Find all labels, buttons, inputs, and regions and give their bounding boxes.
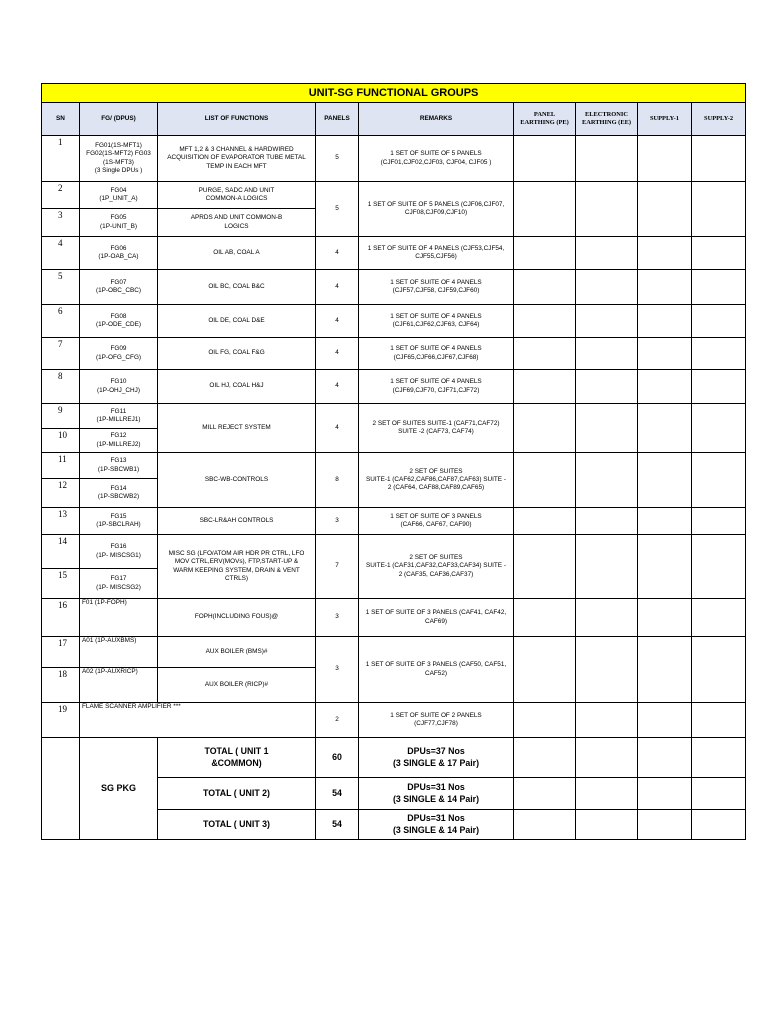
- supply-1-cell: [638, 778, 692, 810]
- functions-cell: MISC SG (LFO/ATOM AIR HDR PR CTRL, LFO MOV CTRL,ERV(MOVs), FTP,START-UP & WARM KEEPING SYSTEM, DRAIN & VENT CTRLS): [158, 535, 316, 599]
- sn-cell: 3: [42, 209, 80, 237]
- ee-cell: [576, 453, 638, 508]
- table-row: [42, 182, 746, 209]
- remarks-cell: 1 SET OF SUITE OF 4 PANELS (CJF65,CJF66,CJF67,CJF68): [359, 338, 514, 370]
- fg-cell: FG08 (1P-ODE_CDE): [80, 305, 158, 338]
- table-row: [42, 703, 746, 738]
- sn-cell: 1: [42, 136, 80, 182]
- supply-2-cell: [692, 182, 746, 237]
- supply-1-cell: [638, 810, 692, 840]
- header-panel-earthing: PANEL EARTHING (PE): [514, 103, 576, 136]
- sn-cell: 12: [42, 479, 80, 508]
- total-row: [42, 738, 746, 778]
- fg-cell: FG12 (1P-MILLREJ2): [80, 429, 158, 453]
- panels-cell: 4: [316, 270, 359, 305]
- header-remarks: REMARKS: [359, 103, 514, 136]
- ee-cell: [576, 810, 638, 840]
- functional-groups-table: [41, 83, 746, 840]
- sn-cell: 8: [42, 370, 80, 404]
- fg-cell: FG11 (1P-MILLREJ1): [80, 404, 158, 429]
- supply-1-cell: [638, 599, 692, 637]
- supply-1-cell: [638, 370, 692, 404]
- pe-cell: [514, 703, 576, 738]
- sn-cell: 13: [42, 508, 80, 535]
- sn-cell: 7: [42, 338, 80, 370]
- header-panels: PANELS: [316, 103, 359, 136]
- functions-cell: MFT 1,2 & 3 CHANNEL & HARDWIRED ACQUISITION OF EVAPORATOR TUBE METAL TEMP IN EACH MFT: [158, 136, 316, 182]
- supply-2-cell: [692, 370, 746, 404]
- total-panels: 54: [316, 810, 359, 840]
- supply-1-cell: [638, 136, 692, 182]
- sn-cell: 19: [42, 703, 80, 738]
- pe-cell: [514, 778, 576, 810]
- header-supply-1: SUPPLY-1: [638, 103, 692, 136]
- pe-cell: [514, 535, 576, 599]
- ee-cell: [576, 270, 638, 305]
- remarks-cell: 1 SET OF SUITE OF 5 PANELS (CJF06,CJF07, CJF08,CJF09,CJF10): [359, 182, 514, 237]
- supply-1-cell: [638, 182, 692, 237]
- supply-2-cell: [692, 535, 746, 599]
- panels-cell: 2: [316, 703, 359, 738]
- supply-1-cell: [638, 508, 692, 535]
- fg-cell: FG09 (1P-OFG_CFG): [80, 338, 158, 370]
- pe-cell: [514, 453, 576, 508]
- table-row: [42, 599, 746, 637]
- pe-cell: [514, 305, 576, 338]
- pe-cell: [514, 738, 576, 778]
- supply-1-cell: [638, 270, 692, 305]
- supply-1-cell: [638, 738, 692, 778]
- table-row: [42, 535, 746, 569]
- total-label: TOTAL ( UNIT 3): [158, 810, 316, 840]
- panels-cell: 4: [316, 338, 359, 370]
- supply-2-cell: [692, 136, 746, 182]
- supply-1-cell: [638, 237, 692, 270]
- panels-cell: 7: [316, 535, 359, 599]
- functions-cell: APRDS AND UNIT COMMON-B LOGICS: [158, 209, 316, 237]
- ee-cell: [576, 738, 638, 778]
- total-panels: 54: [316, 778, 359, 810]
- table-row: [42, 370, 746, 404]
- remarks-cell: 2 SET OF SUITES SUITE-1 (CAF71,CAF72) SUITE -2 (CAF73, CAF74): [359, 404, 514, 453]
- panels-cell: 5: [316, 182, 359, 237]
- supply-2-cell: [692, 599, 746, 637]
- supply-2-cell: [692, 810, 746, 840]
- remarks-cell: 1 SET OF SUITE OF 4 PANELS (CJF61,CJF62,CJF63, CJF64): [359, 305, 514, 338]
- total-dpus: DPUs=31 Nos (3 SINGLE & 14 Pair): [359, 810, 514, 840]
- sn-cell: 5: [42, 270, 80, 305]
- ee-cell: [576, 778, 638, 810]
- panels-cell: 4: [316, 237, 359, 270]
- ee-cell: [576, 535, 638, 599]
- supply-2-cell: [692, 738, 746, 778]
- panels-cell: 3: [316, 637, 359, 703]
- sn-cell: 16: [42, 599, 80, 637]
- functions-cell: OIL AB, COAL A: [158, 237, 316, 270]
- functions-cell: OIL HJ, COAL H&J: [158, 370, 316, 404]
- supply-1-cell: [638, 535, 692, 599]
- header-functions: LIST OF FUNCTIONS: [158, 103, 316, 136]
- empty-cell: [42, 738, 80, 840]
- ee-cell: [576, 237, 638, 270]
- ee-cell: [576, 703, 638, 738]
- supply-2-cell: [692, 703, 746, 738]
- fg-cell: FG14 (1P-SBCWB2): [80, 479, 158, 508]
- panels-cell: 8: [316, 453, 359, 508]
- fg-cell: FG01(1S-MFT1) FG02(1S-MFT2) FG03 (1S-MFT3) (3 Single DPUs ): [80, 136, 158, 182]
- ee-cell: [576, 136, 638, 182]
- table-row: [42, 404, 746, 429]
- supply-2-cell: [692, 637, 746, 703]
- remarks-cell: 1 SET OF SUITE OF 4 PANELS (CJF57,CJF58, CJF59,CJF60): [359, 270, 514, 305]
- table-row: [42, 136, 746, 182]
- pe-cell: [514, 810, 576, 840]
- functions-cell: OIL BC, COAL B&C: [158, 270, 316, 305]
- supply-1-cell: [638, 453, 692, 508]
- table-row: [42, 305, 746, 338]
- table-row: [42, 237, 746, 270]
- supply-2-cell: [692, 338, 746, 370]
- remarks-cell: 1 SET OF SUITE OF 4 PANELS (CJF69,CJF70, CJF71,CJF72): [359, 370, 514, 404]
- header-fg: FG/ (DPUS): [80, 103, 158, 136]
- total-label: TOTAL ( UNIT 1 &COMMON): [158, 738, 316, 778]
- fg-cell: FG05 (1P-UNIT_B): [80, 209, 158, 237]
- functions-cell: SBC-LR&AH CONTROLS: [158, 508, 316, 535]
- sg-pkg-label: SG PKG: [80, 738, 158, 840]
- pe-cell: [514, 182, 576, 237]
- total-dpus: DPUs=37 Nos (3 SINGLE & 17 Pair): [359, 738, 514, 778]
- table-row: [42, 508, 746, 535]
- remarks-cell: 1 SET OF SUITE OF 2 PANELS (CJF77,CJF78): [359, 703, 514, 738]
- supply-2-cell: [692, 270, 746, 305]
- remarks-cell: 1 SET OF SUITE OF 3 PANELS (CAF41, CAF42, CAF69): [359, 599, 514, 637]
- total-panels: 60: [316, 738, 359, 778]
- sn-cell: 17: [42, 637, 80, 668]
- functions-cell: OIL FG, COAL F&G: [158, 338, 316, 370]
- fg-cell: A02 (1P-AUXRICP): [80, 668, 158, 703]
- table-title: UNIT-SG FUNCTIONAL GROUPS: [42, 84, 746, 103]
- total-label: TOTAL ( UNIT 2): [158, 778, 316, 810]
- supply-1-cell: [638, 637, 692, 703]
- total-dpus: DPUs=31 Nos (3 SINGLE & 14 Pair): [359, 778, 514, 810]
- pe-cell: [514, 370, 576, 404]
- fg-cell: F01 (1P-FOPH): [80, 599, 158, 637]
- functions-cell: FOPH(INCLUDING FOUS)@: [158, 599, 316, 637]
- supply-2-cell: [692, 305, 746, 338]
- functions-cell: MILL REJECT SYSTEM: [158, 404, 316, 453]
- ee-cell: [576, 370, 638, 404]
- pe-cell: [514, 599, 576, 637]
- remarks-cell: 2 SET OF SUITES SUITE-1 (CAF31,CAF32,CAF33,CAF34) SUITE - 2 (CAF35, CAF36,CAF37): [359, 535, 514, 599]
- fg-cell: FG07 (1P-OBC_CBC): [80, 270, 158, 305]
- fg-cell: FG10 (1P-OHJ_CHJ): [80, 370, 158, 404]
- ee-cell: [576, 305, 638, 338]
- fg-cell: FG13 (1P-SBCWB1): [80, 453, 158, 479]
- supply-2-cell: [692, 404, 746, 453]
- ee-cell: [576, 182, 638, 237]
- ee-cell: [576, 338, 638, 370]
- panels-cell: 5: [316, 136, 359, 182]
- remarks-cell: 1 SET OF SUITE OF 5 PANELS (CJF01,CJF02,CJF03, CJF04, CJF05 ): [359, 136, 514, 182]
- pe-cell: [514, 637, 576, 703]
- supply-1-cell: [638, 404, 692, 453]
- sn-cell: 9: [42, 404, 80, 429]
- table-row: [42, 637, 746, 668]
- pe-cell: [514, 237, 576, 270]
- panels-cell: 3: [316, 599, 359, 637]
- table-row: [42, 270, 746, 305]
- functions-cell: AUX BOILER (RICP)#: [158, 668, 316, 703]
- supply-2-cell: [692, 237, 746, 270]
- ee-cell: [576, 637, 638, 703]
- fg-cell: FG16 (1P- MISCSG1): [80, 535, 158, 569]
- header-electronic-earthing: ELECTRONIC EARTHING (EE): [576, 103, 638, 136]
- table-row: [42, 453, 746, 479]
- functions-cell: SBC-WB-CONTROLS: [158, 453, 316, 508]
- sn-cell: 14: [42, 535, 80, 569]
- header-sn: SN: [42, 103, 80, 136]
- panels-cell: 4: [316, 370, 359, 404]
- header-supply-2: SUPPLY-2: [692, 103, 746, 136]
- sn-cell: 18: [42, 668, 80, 703]
- fg-cell: FG15 (1P-SBCLRAH): [80, 508, 158, 535]
- remarks-cell: 1 SET OF SUITE OF 3 PANELS (CAF66, CAF67, CAF90): [359, 508, 514, 535]
- supply-2-cell: [692, 508, 746, 535]
- pe-cell: [514, 338, 576, 370]
- table-row: [42, 338, 746, 370]
- supply-2-cell: [692, 778, 746, 810]
- functions-cell: OIL DE, COAL D&E: [158, 305, 316, 338]
- supply-1-cell: [638, 338, 692, 370]
- pe-cell: [514, 404, 576, 453]
- pe-cell: [514, 270, 576, 305]
- ee-cell: [576, 599, 638, 637]
- fg-cell: FG06 (1P-OAB_CA): [80, 237, 158, 270]
- remarks-cell: 1 SET OF SUITE OF 3 PANELS (CAF50, CAF51, CAF52): [359, 637, 514, 703]
- fg-cell: A01 (1P-AUXBMS): [80, 637, 158, 668]
- ee-cell: [576, 404, 638, 453]
- fg-cell: FG04 (1P_UNIT_A): [80, 182, 158, 209]
- title-row: [42, 84, 746, 103]
- remarks-cell: 1 SET OF SUITE OF 4 PANELS (CJF53,CJF54, CJF55,CJF56): [359, 237, 514, 270]
- sn-cell: 11: [42, 453, 80, 479]
- panels-cell: 4: [316, 404, 359, 453]
- fg-cell: FLAME SCANNER AMPLIFIER ***: [80, 703, 316, 738]
- remarks-cell: 2 SET OF SUITES SUITE-1 (CAF62,CAF86,CAF87,CAF63) SUITE - 2 (CAF64, CAF88,CAF89,CAF65): [359, 453, 514, 508]
- sn-cell: 4: [42, 237, 80, 270]
- sn-cell: 2: [42, 182, 80, 209]
- panels-cell: 4: [316, 305, 359, 338]
- pe-cell: [514, 136, 576, 182]
- functions-cell: AUX BOILER (BMS)#: [158, 637, 316, 668]
- functions-cell: PURGE, SADC AND UNIT COMMON-A LOGICS: [158, 182, 316, 209]
- supply-1-cell: [638, 703, 692, 738]
- header-row: [42, 103, 746, 136]
- ee-cell: [576, 508, 638, 535]
- pe-cell: [514, 508, 576, 535]
- sn-cell: 15: [42, 569, 80, 599]
- supply-1-cell: [638, 305, 692, 338]
- sn-cell: 6: [42, 305, 80, 338]
- fg-cell: FG17 (1P- MISCSG2): [80, 569, 158, 599]
- supply-2-cell: [692, 453, 746, 508]
- sn-cell: 10: [42, 429, 80, 453]
- panels-cell: 3: [316, 508, 359, 535]
